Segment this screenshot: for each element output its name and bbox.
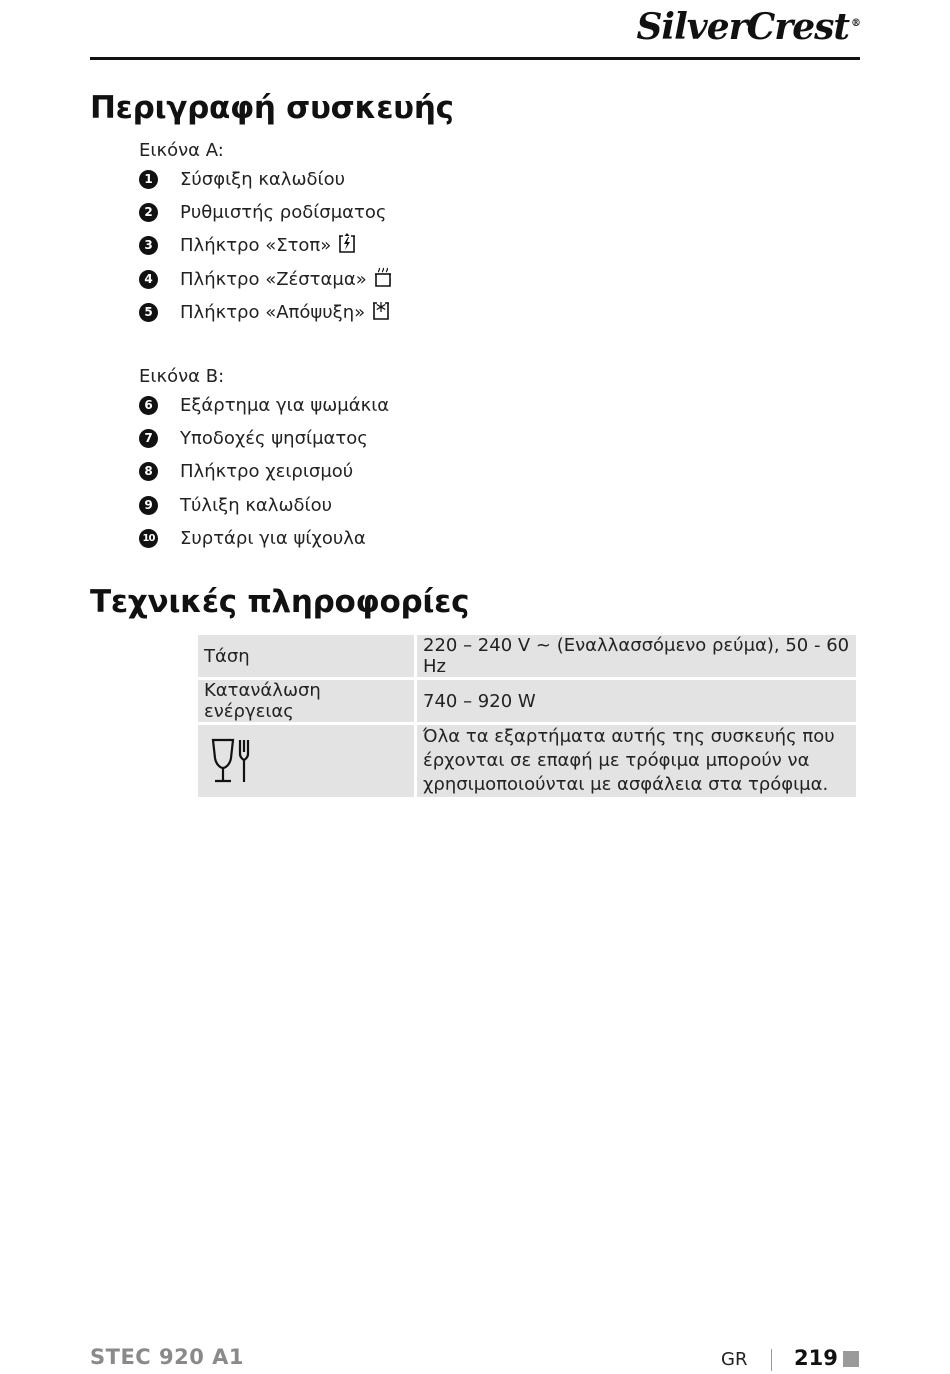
item-label: Συρτάρι για ψίχουλα xyxy=(180,527,366,549)
table-cell-label: Κατανάλωση ενέργειας xyxy=(197,679,416,724)
technical-table xyxy=(195,632,859,800)
item-label: Πλήκτρο χειρισμού xyxy=(180,460,354,482)
footer-separator xyxy=(771,1349,772,1371)
item-number-badge: 2 xyxy=(139,203,158,222)
footer-language: GR xyxy=(721,1349,748,1370)
list-item xyxy=(139,458,353,484)
table-cell-label: Τάση xyxy=(197,634,416,679)
item-number-badge: 1 xyxy=(139,170,158,189)
list-item xyxy=(139,266,393,292)
table-cell-icon xyxy=(197,724,416,799)
item-label: Ρυθμιστής ροδίσματος xyxy=(180,201,387,223)
item-number-badge: 5 xyxy=(139,303,158,322)
item-label: Πλήκτρο «Στοπ» xyxy=(180,234,332,256)
brand-logo: SilverCrest ® xyxy=(636,6,860,48)
table-row xyxy=(197,724,858,799)
table-cell-value: 220 – 240 V ~ (Εναλλασσόμενο ρεύμα), 50 - 60 Hz xyxy=(416,634,858,679)
table-cell-value: 740 – 920 W xyxy=(416,679,858,724)
food-safe-icon xyxy=(210,736,256,786)
item-number-badge: 7 xyxy=(139,429,158,448)
header-rule xyxy=(90,57,860,60)
item-number-badge: 4 xyxy=(139,270,158,289)
item-label: Πλήκτρο «Ζέσταμα» xyxy=(180,268,367,290)
page-number: 219 xyxy=(794,1346,838,1370)
list-item xyxy=(139,392,389,418)
item-number-badge: 3 xyxy=(139,236,158,255)
list-item xyxy=(139,232,357,258)
item-number-badge: 10 xyxy=(139,529,158,548)
section-title-description: Περιγραφή συσκευής xyxy=(90,90,454,126)
reheat-key-icon xyxy=(373,266,393,288)
item-label: Πλήκτρο «Απόψυξη» xyxy=(180,301,366,323)
item-number-badge: 8 xyxy=(139,462,158,481)
figure-a-label: Εικόνα A: xyxy=(139,140,224,161)
item-number-badge: 9 xyxy=(139,496,158,515)
figure-b-label: Εικόνα B: xyxy=(139,366,225,387)
page-header xyxy=(90,0,860,60)
item-label: Σύσφιξη καλωδίου xyxy=(180,168,346,190)
footer-model: STEC 920 A1 xyxy=(90,1345,245,1369)
defrost-key-icon xyxy=(371,299,391,321)
list-item xyxy=(139,492,332,518)
section-title-technical: Τεχνικές πληροφορίες xyxy=(90,584,470,620)
table-row xyxy=(197,634,858,679)
list-item xyxy=(139,425,368,451)
list-item xyxy=(139,166,345,192)
table-row xyxy=(197,679,858,724)
item-label: Τύλιξη καλωδίου xyxy=(180,494,333,516)
list-item xyxy=(139,299,391,325)
footer-square-mark xyxy=(843,1351,859,1367)
item-label: Εξάρτημα για ψωμάκια xyxy=(180,394,390,416)
list-item xyxy=(139,525,366,551)
table-cell-value: Όλα τα εξαρτήματα αυτής της συσκευής που έρχονται σε επαφή με τρόφιμα μπορούν να χρησιμοποιούνται με ασφάλεια στα τρόφιμα. xyxy=(416,724,858,799)
list-item xyxy=(139,199,386,225)
stop-key-icon xyxy=(337,232,357,254)
item-number-badge: 6 xyxy=(139,396,158,415)
item-label: Υποδοχές ψησίματος xyxy=(180,427,368,449)
